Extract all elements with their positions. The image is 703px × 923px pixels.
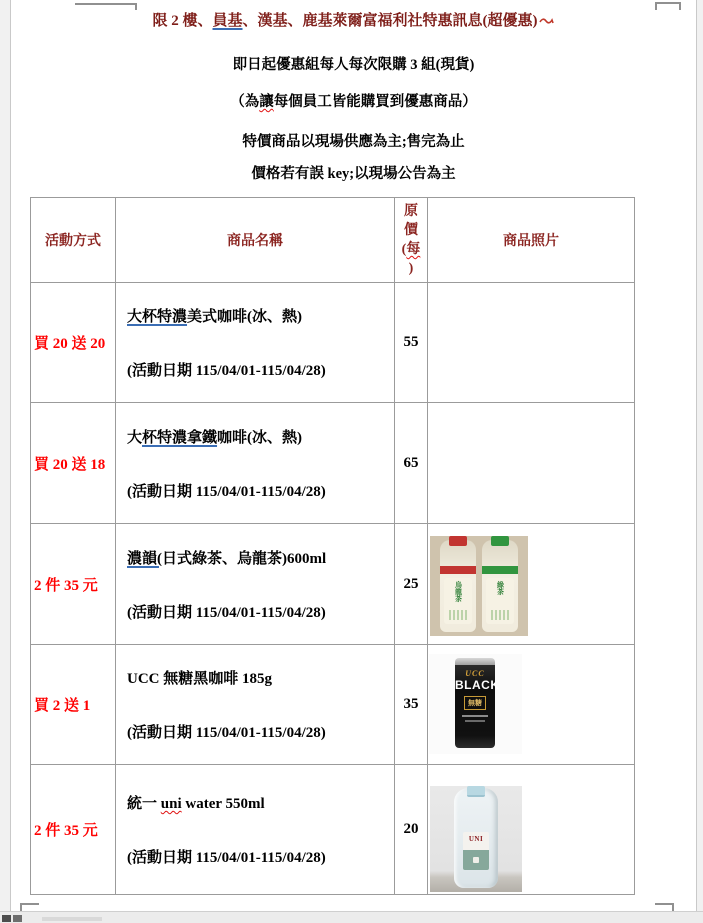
photo-cell [428,524,635,645]
sugar-free-badge: 無糖 [464,696,486,710]
product-name-marked: uni [160,796,182,812]
uni-brand-text: UNI [468,835,484,843]
cutoff-bottom-strip [0,911,703,923]
price-cell: 35 [395,645,428,765]
bottle-label [444,578,472,624]
coffee-can [455,658,500,750]
price-cell: 20 [395,765,428,895]
intro-line-1: 即日起優惠組每人每次限購 3 組(現貨) [232,57,475,73]
action-cell: 買 2 送 1 [31,645,116,765]
table-row [31,524,635,645]
label-top [463,832,489,850]
tea-bottles-photo [430,536,528,636]
product-name-pre: 統一 [127,796,161,812]
intro-line-2-post: 每個員工皆能購買到優惠商品） [273,94,477,110]
product-name [127,667,393,688]
red-squiggle-icon [539,15,555,25]
activity-date: (活動日期 115/04/01-115/04/28) [127,483,326,500]
label-texture [491,610,509,620]
red-label-band [440,566,476,574]
activity-date: (活動日期 115/04/01-115/04/28) [127,363,326,379]
header-original-price [395,198,428,283]
table-header-row [31,198,635,283]
ucc-brand-text: UCC [465,669,485,678]
green-tea-bottle [482,540,518,632]
product-name [127,547,393,568]
product-name-cell [116,283,395,403]
activity-date: (活動日期 115/04/01-115/04/28) [127,725,326,741]
photo-cell-empty [428,403,635,524]
green-bottle-cap [491,536,509,546]
product-name-cell [116,403,395,524]
table-row [31,645,635,765]
table-row [31,765,635,895]
intro-line-2-marked: 讓 [259,94,274,110]
product-name-post: water 550ml [181,796,265,812]
product-name-pre: UCC 無糖黑咖啡 185g [127,671,272,687]
red-bottle-cap [449,536,467,546]
title-text-marked: 員基 [212,13,243,29]
cutoff-fragment [13,915,22,922]
promo-table [30,197,635,895]
product-name-post: 美式咖啡(冰、熱) [187,309,303,325]
action-cell: 買 20 送 18 [31,403,116,524]
can-small-print [462,715,488,717]
price-header-char-2: 價 [404,223,418,238]
document-title [10,9,697,30]
product-name-post: 咖啡(冰、熱) [217,429,303,446]
price-cell: 25 [395,524,428,645]
price-header-paren-open: ( [401,242,407,257]
water-bottle [454,788,498,888]
product-name-pre: 大 [127,429,143,446]
page-right-margin [696,0,703,922]
label-bottom [463,850,489,870]
water-bottle-cap [467,786,485,797]
bottle-label [486,578,514,624]
oolong-tea-bottle [440,540,476,632]
product-name-marked: 杯特濃拿鐵 [142,429,218,446]
can-body [455,665,500,748]
price-header-marked-char: 每 [406,242,421,257]
uni-water-photo [430,786,522,892]
can-small-print [465,720,485,722]
intro-line-4: 價格若有誤 key;以現場公告為主 [251,166,456,182]
header-product-photo: 商品照片 [428,198,635,283]
price-header-char-3 [396,240,426,259]
intro-line-2-pre: （為 [230,94,260,110]
table-row [31,283,635,403]
green-label-band [482,566,518,574]
intro-line-2 [10,90,697,111]
product-name [127,426,393,447]
price-header-char-1: 原 [404,204,418,219]
product-name [127,792,393,813]
action-cell: 買 20 送 20 [31,283,116,403]
price-cell: 55 [395,283,428,403]
cutoff-fragment [2,915,11,922]
action-cell: 2 件 35 元 [31,524,116,645]
photo-cell [428,765,635,895]
action-cell: 2 件 35 元 [31,765,116,895]
photo-cell [428,645,635,765]
title-text-post: 、漢基、鹿基萊爾富福利社特惠訊息(超優惠) [242,13,538,29]
header-product-name: 商品名稱 [116,198,395,283]
cutoff-fragment [42,917,102,921]
can-rim [455,658,495,665]
label-mark [473,857,479,863]
label-texture [449,610,467,620]
activity-date: (活動日期 115/04/01-115/04/28) [127,604,326,621]
price-header-paren-close: ) [408,261,414,276]
product-name [127,305,393,326]
product-name-marked: 大杯特濃 [127,309,188,325]
black-label-text: BLACK [455,678,500,692]
product-name-cell [116,645,395,765]
product-name-cell [116,765,395,895]
title-text-pre: 限 2 樓、 [152,13,213,29]
intro-line-3: 特價商品以現場供應為主;售完為止 [242,134,465,150]
water-bottle-label [463,832,489,870]
product-name-post: 日式綠茶、烏龍茶)600ml [162,550,327,567]
greentea-label-text: 綠茶 [496,581,505,595]
oolong-label-text: 烏龍茶 [454,581,463,602]
price-cell: 65 [395,403,428,524]
product-name-cell [116,524,395,645]
header-activity: 活動方式 [31,198,116,283]
product-name-marked: 濃韻( [127,550,162,567]
activity-date: (活動日期 115/04/01-115/04/28) [127,850,326,866]
ucc-black-can-photo [429,654,522,754]
table-row [31,403,635,524]
photo-cell-empty [428,283,635,403]
